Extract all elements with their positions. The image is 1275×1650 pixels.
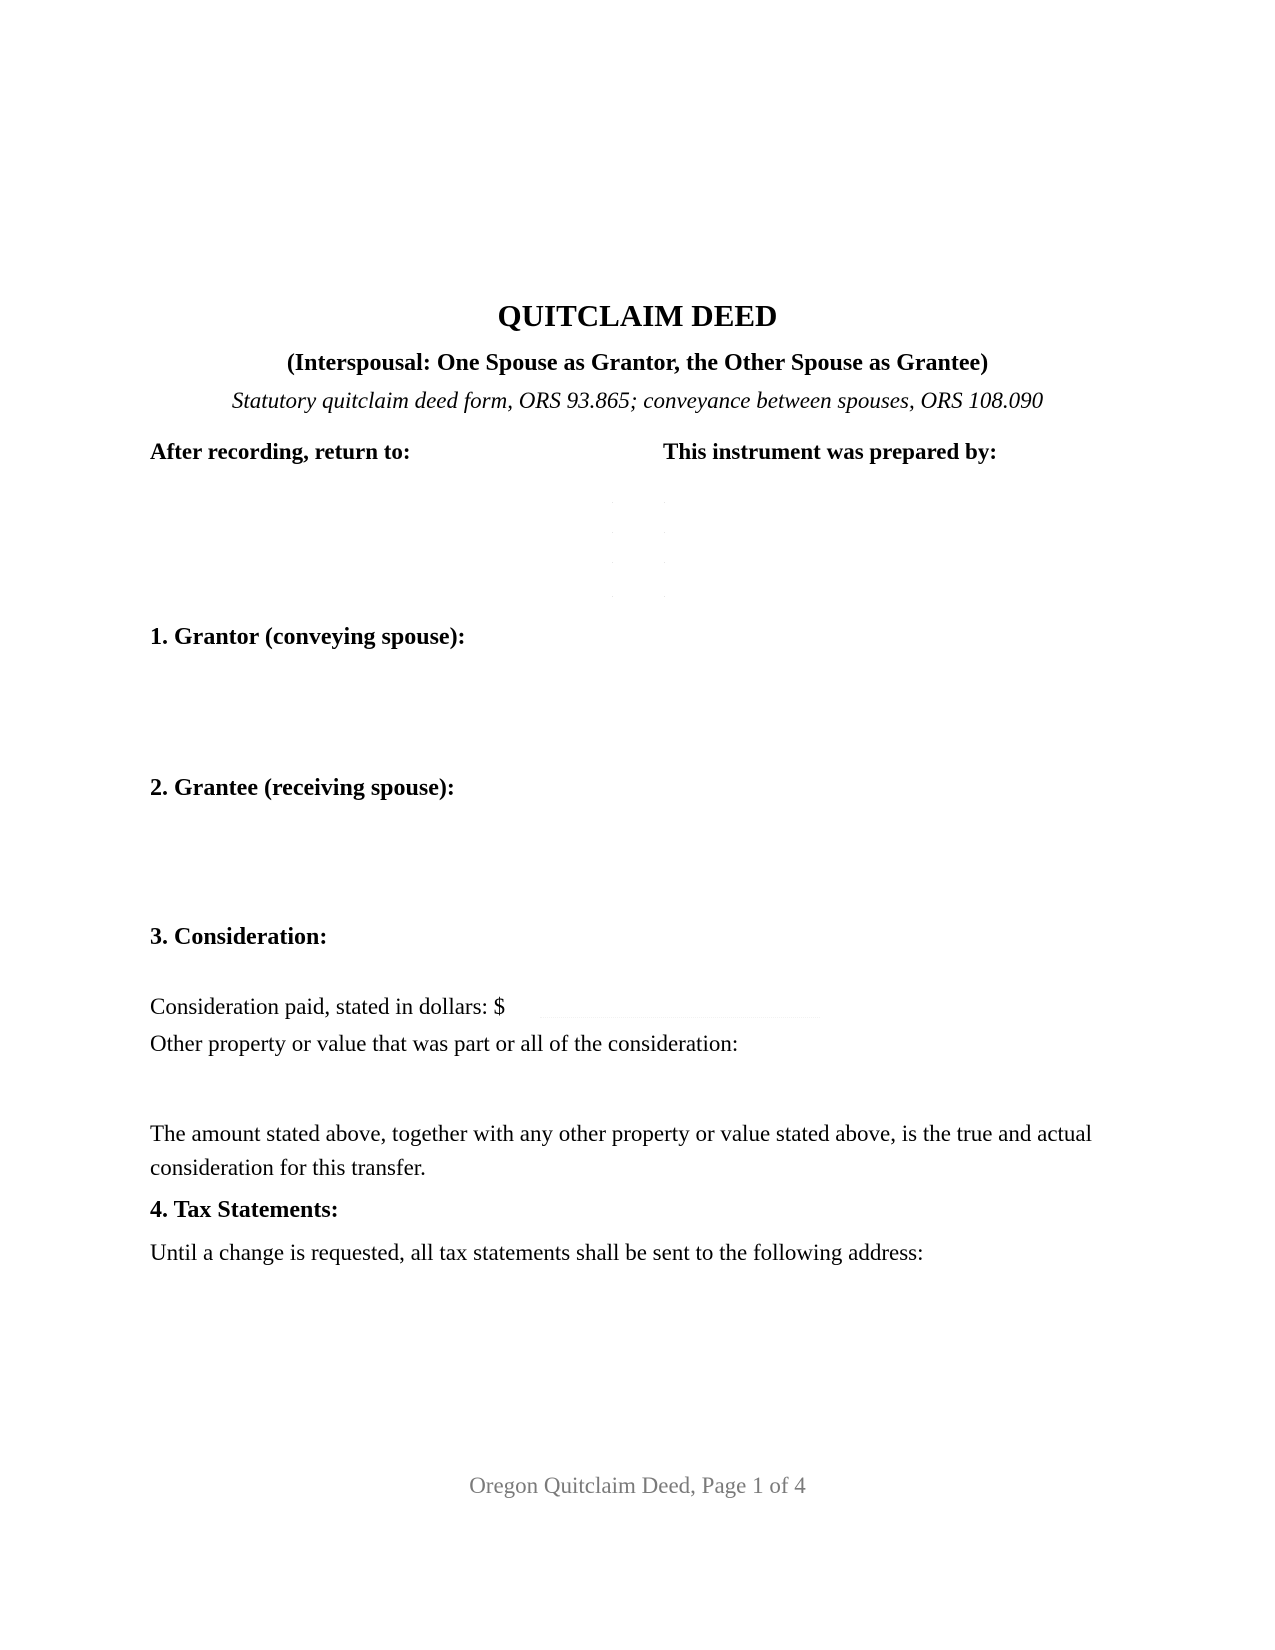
page-footer: Oregon Quitclaim Deed, Page 1 of 4 [469, 1473, 806, 1498]
statute-reference: Statutory quitclaim deed form, ORS 93.865; conveyance between spouses, ORS 108.090 [231, 388, 1044, 413]
tax-statements-heading: 4. Tax Statements: [150, 1197, 339, 1223]
tax-statement-text: Until a change is requested, all tax statements shall be sent to the following address: [150, 1240, 924, 1265]
consideration-statement: The amount stated above, together with any other property or value stated above, is the true and actual consideration for this transfer. [150, 1121, 1093, 1180]
document-title: QUITCLAIM DEED [497, 298, 778, 333]
consideration-other-label: Other property or value that was part or all of the consideration: [150, 1031, 739, 1056]
grantor-heading: 1. Grantor (conveying spouse): [150, 624, 466, 650]
consideration-amount-field [540, 1016, 820, 1018]
document-subtitle: (Interspousal: One Spouse as Grantor, the Other Spouse as Grantee) [286, 350, 989, 376]
consideration-heading: 3. Consideration: [150, 924, 328, 950]
faint-field-markers [612, 502, 668, 602]
grantee-heading: 2. Grantee (receiving spouse): [150, 775, 455, 801]
consideration-paid-label: Consideration paid, stated in dollars: $ [150, 994, 506, 1019]
prepared-by-label: This instrument was prepared by: [663, 439, 997, 464]
return-to-label: After recording, return to: [150, 439, 411, 464]
